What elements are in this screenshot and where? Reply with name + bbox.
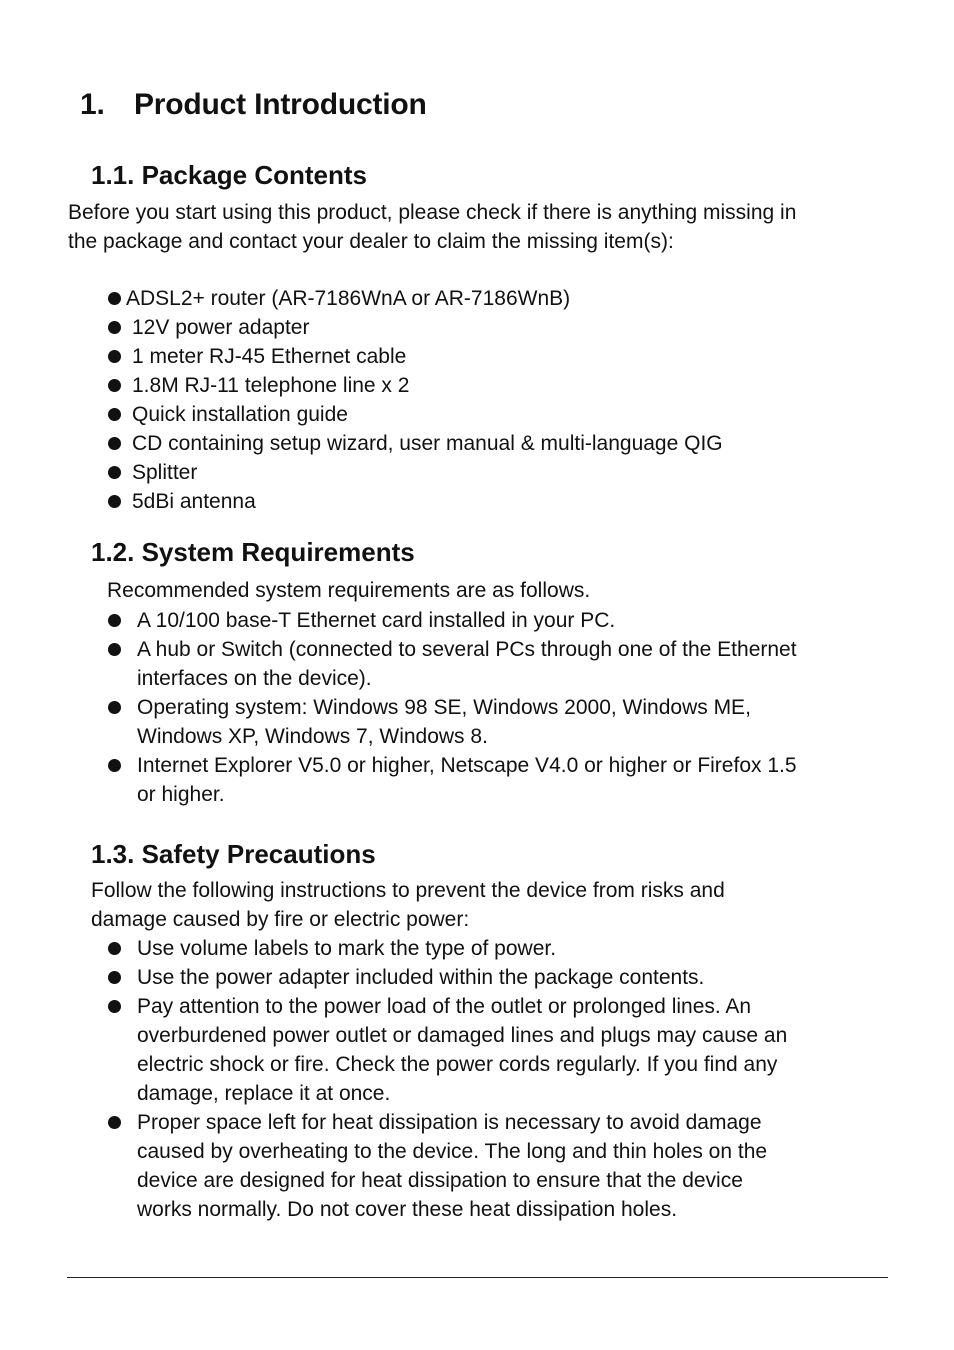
bullet-icon bbox=[108, 292, 121, 305]
requirements-intro: Recommended system requirements are as follows. bbox=[107, 579, 591, 602]
bullet-icon bbox=[108, 437, 121, 450]
package-intro-line-1: Before you start using this product, please check if there is anything missing in bbox=[68, 201, 797, 224]
chapter-title: Product Introduction bbox=[134, 88, 427, 121]
list-item: 12V power adapter bbox=[108, 313, 723, 342]
safety-precautions-heading: 1.3. Safety Precautions bbox=[91, 839, 376, 869]
bullet-icon bbox=[108, 1116, 121, 1129]
list-item: Proper space left for heat dissipation is necessary to avoid damage caused by overheating to the device. The long and thin holes on the device are designed for heat dissipation to ensure that the device works normally. Do not cover these heat dissipation holes. bbox=[108, 1108, 787, 1224]
bullet-icon bbox=[108, 942, 121, 955]
safety-intro-line-1: Follow the following instructions to prevent the device from risks and bbox=[91, 879, 725, 902]
bullet-icon bbox=[108, 466, 121, 479]
footer-divider bbox=[67, 1277, 888, 1278]
system-requirements-heading: 1.2. System Requirements bbox=[91, 537, 415, 567]
bullet-icon bbox=[108, 350, 121, 363]
bullet-icon bbox=[108, 643, 121, 656]
bullet-icon bbox=[108, 1000, 121, 1013]
list-item: Use the power adapter included within the package contents. bbox=[108, 963, 787, 992]
package-contents-heading: 1.1. Package Contents bbox=[91, 160, 367, 190]
package-intro-line-2: the package and contact your dealer to claim the missing item(s): bbox=[68, 230, 674, 253]
list-item: 1 meter RJ-45 Ethernet cable bbox=[108, 342, 723, 371]
list-item: Operating system: Windows 98 SE, Windows 2000, Windows ME, Windows XP, Windows 7, Windows 8. bbox=[108, 693, 797, 751]
list-item: Splitter bbox=[108, 458, 723, 487]
bullet-icon bbox=[108, 321, 121, 334]
list-item: A hub or Switch (connected to several PCs through one of the Ethernet interfaces on the device). bbox=[108, 635, 797, 693]
chapter-number: 1. bbox=[80, 88, 105, 121]
chapter-heading bbox=[80, 88, 427, 122]
bullet-icon bbox=[108, 701, 121, 714]
package-contents-list bbox=[108, 284, 723, 516]
bullet-icon bbox=[108, 379, 121, 392]
list-item: Quick installation guide bbox=[108, 400, 723, 429]
list-item: Pay attention to the power load of the outlet or prolonged lines. An overburdened power outlet or damaged lines and plugs may cause an electric shock or fire. Check the power cords regularly. If you find any damage, replace it at once. bbox=[108, 992, 787, 1108]
bullet-icon bbox=[108, 495, 121, 508]
bullet-icon bbox=[108, 408, 121, 421]
safety-intro-line-2: damage caused by fire or electric power: bbox=[91, 908, 470, 931]
list-item: 1.8M RJ-11 telephone line x 2 bbox=[108, 371, 723, 400]
list-item: Use volume labels to mark the type of power. bbox=[108, 934, 787, 963]
bullet-icon bbox=[108, 614, 121, 627]
safety-precautions-list bbox=[108, 934, 787, 1224]
list-item: A 10/100 base-T Ethernet card installed in your PC. bbox=[108, 606, 797, 635]
list-item: CD containing setup wizard, user manual & multi-language QIG bbox=[108, 429, 723, 458]
bullet-icon bbox=[108, 971, 121, 984]
list-item: 5dBi antenna bbox=[108, 487, 723, 516]
system-requirements-list bbox=[108, 606, 797, 809]
list-item: Internet Explorer V5.0 or higher, Netscape V4.0 or higher or Firefox 1.5 or higher. bbox=[108, 751, 797, 809]
list-item: ADSL2+ router (AR-7186WnA or AR-7186WnB) bbox=[108, 284, 723, 313]
bullet-icon bbox=[108, 759, 121, 772]
